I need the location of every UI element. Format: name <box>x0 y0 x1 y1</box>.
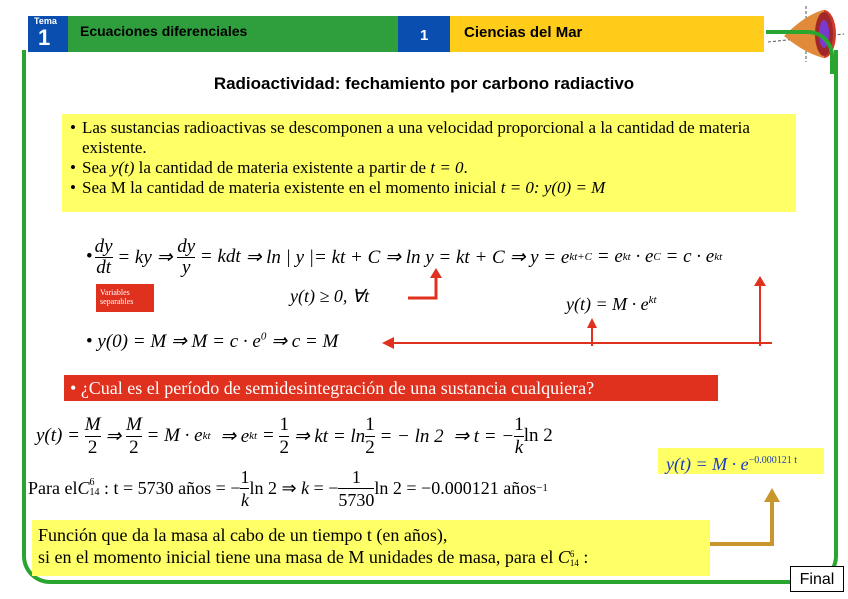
gold-arrow-icon <box>706 488 786 552</box>
conclusion-line-2-text: si en el momento inicial tiene una masa de M unidades de masa, para el <box>38 547 558 567</box>
slide-frame-corner <box>766 30 834 74</box>
halflife-years: t = 5730 años <box>113 477 212 498</box>
y-nonnegative: y(t) ≥ 0, ∀t <box>290 286 370 306</box>
y-general-exp: kt <box>648 294 657 306</box>
slide-title: Radioactividad: fechamiento por carbono radiactivo <box>213 74 635 93</box>
conclusion-line-1: Función que da la masa al cabo de un tiempo t (en años), <box>38 525 448 545</box>
result-formula-text: y(t) = M · e <box>666 454 749 474</box>
initial-text: y(0) = M ⇒ M = c · e <box>97 331 261 352</box>
course-title: Ecuaciones diferenciales <box>80 23 248 39</box>
final-button[interactable]: Final <box>790 566 844 592</box>
intro-b3-t: t = 0: y(0) = M <box>500 178 606 197</box>
eq-main-tail: ⇒ ln | y |= kt + C ⇒ ln y = kt + C ⇒ y = e <box>245 246 570 268</box>
halflife-k-value: = −0.000121 años <box>406 477 537 498</box>
intro-b2-var: y(t) <box>110 158 135 177</box>
tema-number: 1 <box>38 25 51 50</box>
subject-title: Ciencias del Mar <box>464 24 583 41</box>
intro-b2-t: t = 0 <box>430 158 464 177</box>
halflife-k-exp: −1 <box>536 482 548 494</box>
conclusion-box <box>32 520 710 576</box>
conclusion-line-2: si en el momento inicial tiene una masa de M unidades de masa, para el C 6 14 : <box>38 547 589 568</box>
intro-bullet-2: • Sea y(t) la cantidad de materia existente a partir de t = 0. <box>70 158 468 177</box>
question-text: ¿Cual es el período de semidesintegración de una sustancia cualquiera? <box>80 378 595 398</box>
tema-badge <box>28 16 68 52</box>
initial-condition: • y(0) = M ⇒ $M = c \cdot e^0$ ⇒ c = M <box>86 330 339 352</box>
intro-b2-b: la cantidad de materia existente a partir de <box>134 158 431 177</box>
intro-b3-a: Sea M la cantidad de materia existente en el momento inicial <box>82 178 501 197</box>
variables-separables-tag: Variables separables <box>96 284 154 312</box>
intro-bullet-1: • Las sustancias radioactivas se descomponen a una velocidad proporcional a la cantidad de materia existente. <box>70 118 788 158</box>
subject-bar <box>450 16 764 52</box>
tema-label: Tema <box>34 16 57 26</box>
y-general <box>566 294 657 315</box>
initial-exp: 0 <box>260 330 267 343</box>
main-equation: • $\frac{dy}{dt}$ = ky ⇒ $\frac{dy}{y}$ = kdt ⇒ ln | y |= kt + C ⇒ ln y = kt + C ⇒ y = e kt+C = e kt · e C = c · e kt <box>86 235 723 278</box>
y-general-text: y(t) = M · e <box>566 294 649 314</box>
intro-bullet-1-text: Las sustancias radioactivas se descomponen a una velocidad proporcional a la cantidad de materia existente. <box>82 118 750 157</box>
question-box: • ¿Cual es el período de semidesintegración de una sustancia cualquiera? <box>64 375 718 401</box>
halflife-equation: y(t) = $\frac{M}{2}$ ⇒ $\frac{M}{2}$ = M · e kt ⇒ e kt = $\frac{1}{2}$ ⇒ kt = ln $\frac{1}{2}$ = − ln 2 ⇒ t = − $\frac{1}{k}$ ln 2 <box>36 413 553 458</box>
halflife-prefix: Para el <box>28 477 78 498</box>
intro-bullet-3: • Sea M la cantidad de materia existente en el momento inicial t = 0: y(0) = M <box>70 178 606 197</box>
initial-tail: ⇒ c = M <box>266 331 339 352</box>
result-exponent: −0.000121 t <box>748 455 798 466</box>
halflife-c14: Para el C 6 14 : t = 5730 años = − $\frac{1}{k}$ ln 2 ⇒ k = − $\frac{1}{5730}$ ln 2 = −0.000121 años −1 <box>28 466 548 510</box>
intro-b2-a: Sea <box>82 158 111 177</box>
red-arrow-up-1-icon <box>406 268 446 304</box>
intro-b2-end: . <box>463 158 468 177</box>
section-number-box <box>398 16 450 52</box>
result-formula <box>658 448 824 474</box>
section-number: 1 <box>420 27 429 44</box>
intro-box <box>62 114 796 212</box>
red-arrow-left-icon <box>382 336 772 350</box>
